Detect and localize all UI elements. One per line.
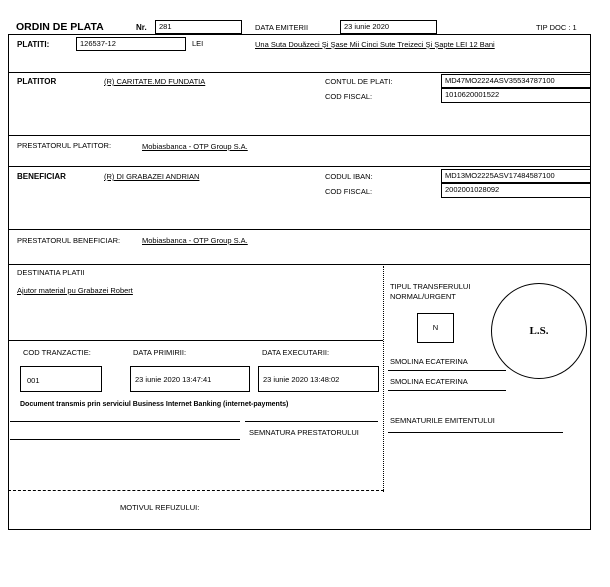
signature-line (388, 370, 506, 371)
transfer-type-sublabel: NORMAL/URGENT (390, 292, 456, 301)
seal-circle: L.S. (491, 283, 587, 379)
data-executarii-label: DATA EXECUTARII: (262, 348, 330, 357)
transfer-type-label: TIPUL TRANSFERULUI (390, 282, 471, 291)
cod-tranzactie-label: COD TRANZACTIE: (23, 348, 91, 357)
document-title: ORDIN DE PLATA (16, 21, 104, 33)
date-emiterii-label: DATA EMITERII (255, 23, 309, 32)
tip-doc: TIP DOC : 1 (536, 23, 577, 32)
date-emiterii-field: 23 iunie 2020 (340, 20, 437, 34)
platitor-account-field: MD47MO2224ASV35534787100 (441, 74, 591, 88)
beneficiar-fiscal-label: COD FISCAL: (325, 187, 373, 196)
signature-line (10, 439, 240, 440)
divider (8, 72, 591, 73)
signature-line (388, 390, 506, 391)
platitor-name: (R) CARITATE.MD FUNDATIA (104, 77, 206, 86)
prestator-beneficiar-label: PRESTATORUL BENEFICIAR: (17, 236, 121, 245)
transmis-note: Document transmis prin serviciul Business Internet Banking (internet-payments) (20, 401, 289, 408)
prestator-beneficiar-value: Mobiasbanca - OTP Group S.A. (142, 236, 248, 245)
beneficiar-fiscal-field: 2002001028092 (441, 183, 591, 198)
destinatia-label: DESTINATIA PLATII (17, 268, 85, 277)
form-frame (8, 34, 591, 530)
signature-line (10, 421, 240, 422)
signer-name: SMOLINA ECATERINA (390, 377, 468, 386)
semnaturile-emitentului-label: SEMNATURILE EMITENTULUI (390, 416, 495, 425)
signer-name: SMOLINA ECATERINA (390, 357, 468, 366)
transfer-type-field: N (417, 313, 454, 343)
data-primirii-field: 23 iunie 2020 13:47:41 (130, 366, 250, 392)
platitor-label: PLATITOR (17, 77, 57, 86)
beneficiar-label: BENEFICIAR (17, 172, 66, 181)
semnatura-prestatorului-label: SEMNATURA PRESTATORULUI (249, 428, 359, 437)
motivul-refuzului-label: MOTIVUL REFUZULUI: (120, 503, 200, 512)
signature-line (388, 432, 563, 433)
cod-tranzactie-field: 001 (20, 366, 102, 392)
platitor-fiscal-field: 1010620001522 (441, 88, 591, 103)
divider (8, 166, 591, 167)
platitor-fiscal-label: COD FISCAL: (325, 92, 373, 101)
nr-label: Nr. (136, 23, 147, 32)
platitor-account-label: CONTUL DE PLATI: (325, 77, 393, 86)
dashed-separator (8, 490, 384, 491)
data-executarii-field: 23 iunie 2020 13:48:02 (258, 366, 379, 392)
currency-label: LEI (192, 39, 204, 48)
destinatia-value: Ajutor material pu Grabazei Robert (17, 286, 133, 295)
beneficiar-name: (R) DI GRABAZEI ANDRIAN (104, 172, 200, 181)
beneficiar-iban-field: MD13MO2225ASV17484587100 (441, 169, 591, 183)
nr-field: 281 (155, 20, 242, 34)
amount-in-words: Una Suta Douăzeci Şi Şase Mii Cinci Sute Treizeci Şi Şapte LEI 12 Bani (255, 40, 495, 49)
divider (8, 229, 591, 230)
divider (8, 135, 591, 136)
divider (8, 264, 591, 265)
signature-line (245, 421, 378, 422)
platiti-label: PLATITI: (17, 40, 50, 49)
beneficiar-iban-label: CODUL IBAN: (325, 172, 373, 181)
divider (8, 340, 383, 341)
amount-field: 126537-12 (76, 37, 186, 51)
dotted-separator (383, 266, 384, 492)
prestator-platitor-value: Mobiasbanca - OTP Group S.A. (142, 142, 248, 151)
prestator-platitor-label: PRESTATORUL PLATITOR: (17, 141, 112, 150)
data-primirii-label: DATA PRIMIRII: (133, 348, 187, 357)
